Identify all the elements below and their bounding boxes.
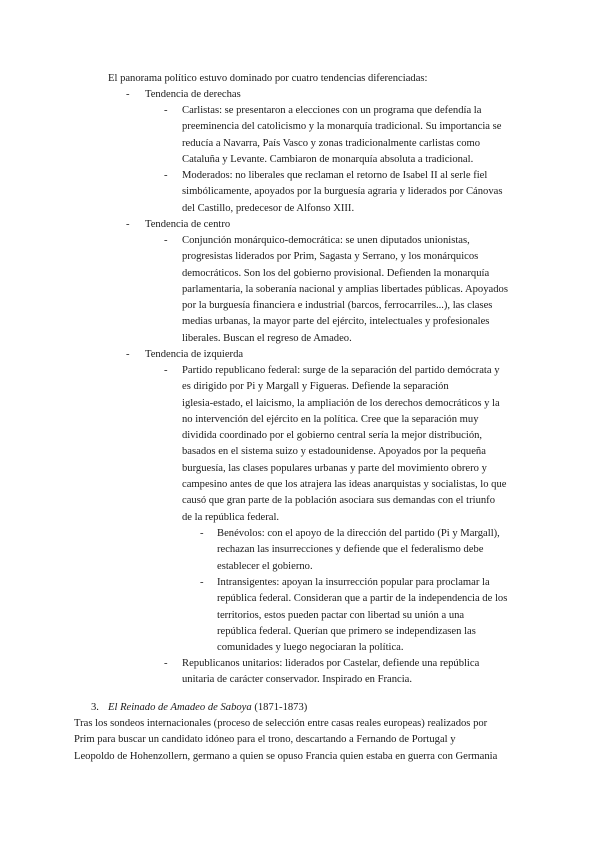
bullet-dash: - bbox=[164, 658, 168, 669]
item-partido-republicano-federal: - Partido republicano federal: surge de la separación del partido demócrata y es dirigido por Pi y Margall y Figueras. Defiende la separación iglesia-estado, el laicismo, la ampliación de los derechos democráticos y la no intervención del ejército en la política. Cree que la separación muy dividida coordinado por el gobierno central sería la mejor distribución, basados en el sistema suizo y estadounidense. Apoyados por la pequeña burguesía, las clases populares urbanas y parte del movimiento obrero y campesino antes de que los atrajera las ideas anarquistas y socialistas, lo que causó que gran parte de la población asociara sus demandas con el triunfo de la república federal. bbox=[164, 365, 507, 523]
item-moderados: - Moderados: no liberales que reclaman el retorno de Isabel II al serle fiel simbólicamente, apoyados por la burguesía agraria y liderados por Cánovas del Castillo, predecesor de Alfonso XIII. bbox=[164, 170, 503, 214]
tendencia-izquierda-heading: - Tendencia de izquierda bbox=[145, 347, 243, 363]
section-number: 3. bbox=[91, 702, 99, 713]
tendencia-centro-heading: - Tendencia de centro bbox=[145, 217, 230, 233]
intro-text: El panorama político estuvo dominado por cuatro tendencias diferenciadas: bbox=[108, 73, 428, 84]
bullet-dash: - bbox=[126, 349, 130, 360]
item-conjuncion: - Conjunción monárquico-democrática: se unen diputados unionistas, progresistas liderados por Prim, Sagasta y Serrano, y los monárquicos democráticos. Son los del gobierno provisional. Defienden la monarquía parlamentaria, la soberanía nacional y amplias libertades públicas. Apoyados por la burguesía financiera e industrial (barcos, ferrocarriles...), las clases medias urbanas, la mayor parte del ejército, intelectuales y profesionales liberales. Buscan el regreso de Amadeo. bbox=[164, 235, 508, 344]
bullet-dash: - bbox=[164, 235, 168, 246]
bullet-dash: - bbox=[200, 528, 204, 539]
bullet-dash: - bbox=[126, 219, 130, 230]
subitem-intransigentes: - Intransigentes: apoyan la insurrección popular para proclamar la república federal. Consideran que a partir de la independencia de los territorios, estos pueden pactar con libertad su unión a una república federal. Querían que primero se independizasen las comunidades y luego negociaran la política. bbox=[200, 577, 508, 654]
section-title-text: El Reinado de Amadeo de Saboya bbox=[108, 702, 252, 713]
bullet-dash: - bbox=[200, 577, 204, 588]
tendencia-derechas-heading: - Tendencia de derechas bbox=[145, 87, 241, 103]
item-republicanos-unitarios: - Republicanos unitarios: liderados por Castelar, defiende una república unitaria de carácter conservador. Inspirado en Francia. bbox=[164, 658, 480, 686]
bullet-dash: - bbox=[164, 365, 168, 376]
subitem-benevolos: - Benévolos: con el apoyo de la dirección del partido (Pi y Margall), rechazan las insurrecciones y defiende que el federalismo debe establecer el gobierno. bbox=[200, 528, 500, 572]
item-carlistas: - Carlistas: se presentaron a elecciones con un programa que defendía la preeminencia del catolicismo y la monarquía tradicional. Su importancia se reducía a Navarra, País Vasco y zonas tradicionalmente carlistas como Cataluña y Levante. Cambiaron de monarquía absoluta a tradicional. bbox=[164, 105, 502, 165]
section-years: (1871-1873) bbox=[254, 702, 308, 713]
body-paragraph: Tras los sondeos internacionales (proceso de selección entre casas reales europeas) realizados por Prim para buscar un candidato idóneo para el trono, descartando a Fernando de Portugal y Leopoldo de Hohenzollern, germano a quien se opuso Francia quien estaba en guerra con Germania bbox=[74, 718, 498, 762]
bullet-dash: - bbox=[164, 170, 168, 181]
section-title bbox=[108, 700, 307, 716]
bullet-dash: - bbox=[126, 89, 130, 100]
bullet-dash: - bbox=[164, 105, 168, 116]
